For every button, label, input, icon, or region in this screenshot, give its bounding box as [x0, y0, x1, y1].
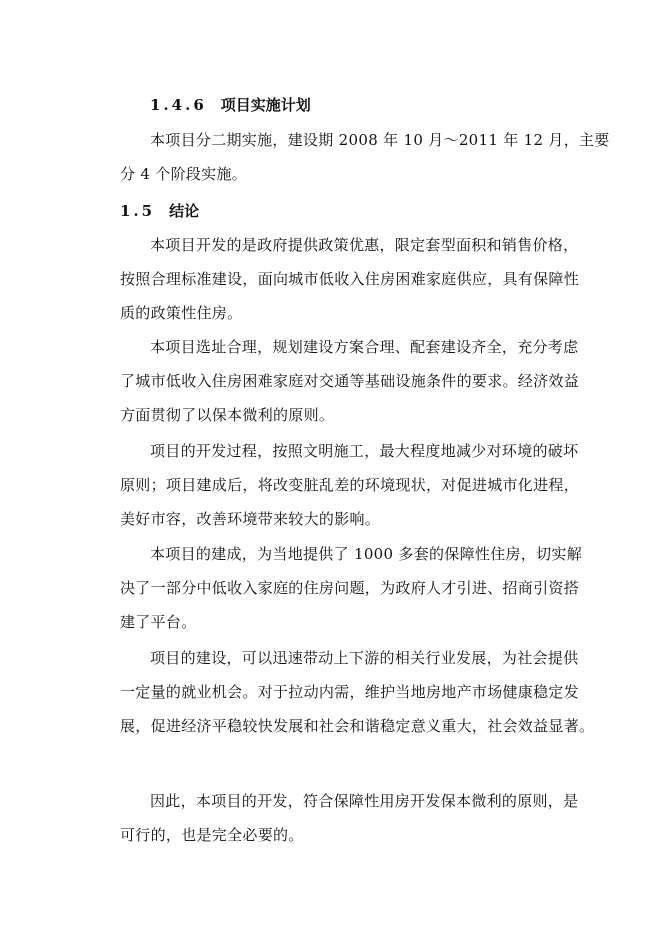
text-line: 了城市低收入住房困难家庭对交通等基础设施条件的要求。经济效益 [120, 372, 580, 390]
text-line: 方面贯彻了以保本微利的原则。 [120, 406, 335, 424]
text-line: 原则；项目建成后，将改变脏乱差的环境现状，对促进城市化进程， [120, 476, 580, 494]
section-heading-1-4-6 [150, 95, 311, 115]
text-line: 美好市容，改善环境带来较大的影响。 [120, 510, 381, 528]
paragraph-conclusion-3 [120, 434, 600, 536]
paragraph-conclusion-5 [120, 641, 600, 743]
section-title: 结论 [169, 202, 200, 220]
text-line: 本项目分二期实施，建设期 2008 年 10 月～2011 年 12 月，主要 [150, 131, 610, 149]
section-title: 项目实施计划 [220, 96, 311, 114]
paragraph-conclusion-4 [120, 537, 600, 639]
text-line: 一定量的就业机会。对于拉动内需，维护当地房地产市场健康稳定发 [120, 683, 580, 701]
text-line: 项目的开发过程，按照文明施工，最大程度地减少对环境的破坏 [150, 442, 579, 460]
section-heading-1-5 [120, 201, 199, 221]
text-line: 项目的建设，可以迅速带动上下游的相关行业发展，为社会提供 [150, 649, 579, 667]
text-line: 按照合理标准建设，面向城市低收入住房困难家庭供应，具有保障性 [120, 270, 580, 288]
section-number: 1.5 [120, 202, 156, 220]
paragraph-conclusion-1 [120, 228, 600, 330]
text-line: 展，促进经济平稳较快发展和社会和谐稳定意义重大，社会效益显著。 [120, 717, 595, 735]
paragraph-conclusion-2 [120, 330, 600, 432]
text-line: 本项目开发的是政府提供政策优惠，限定套型面积和销售价格， [150, 236, 579, 254]
text-line: 决了一部分中低收入家庭的住房问题，为政府人才引进、招商引资搭 [120, 579, 580, 597]
section-number: 1.4.6 [150, 96, 207, 114]
text-line: 可行的，也是完全必要的。 [120, 826, 304, 844]
paragraph-implementation-plan [120, 123, 610, 191]
text-line: 本项目选址合理，规划建设方案合理、配套建设齐全，充分考虑 [150, 338, 579, 356]
text-line: 质的政策性住房。 [120, 304, 243, 322]
text-line: 建了平台。 [120, 613, 197, 631]
text-line: 分 4 个阶段实施。 [120, 165, 248, 183]
text-line: 本项目的建成，为当地提供了 1000 多套的保障性住房，切实解 [150, 545, 583, 563]
paragraph-conclusion-6 [120, 784, 600, 852]
text-line: 因此，本项目的开发，符合保障性用房开发保本微利的原则，是 [150, 792, 579, 810]
